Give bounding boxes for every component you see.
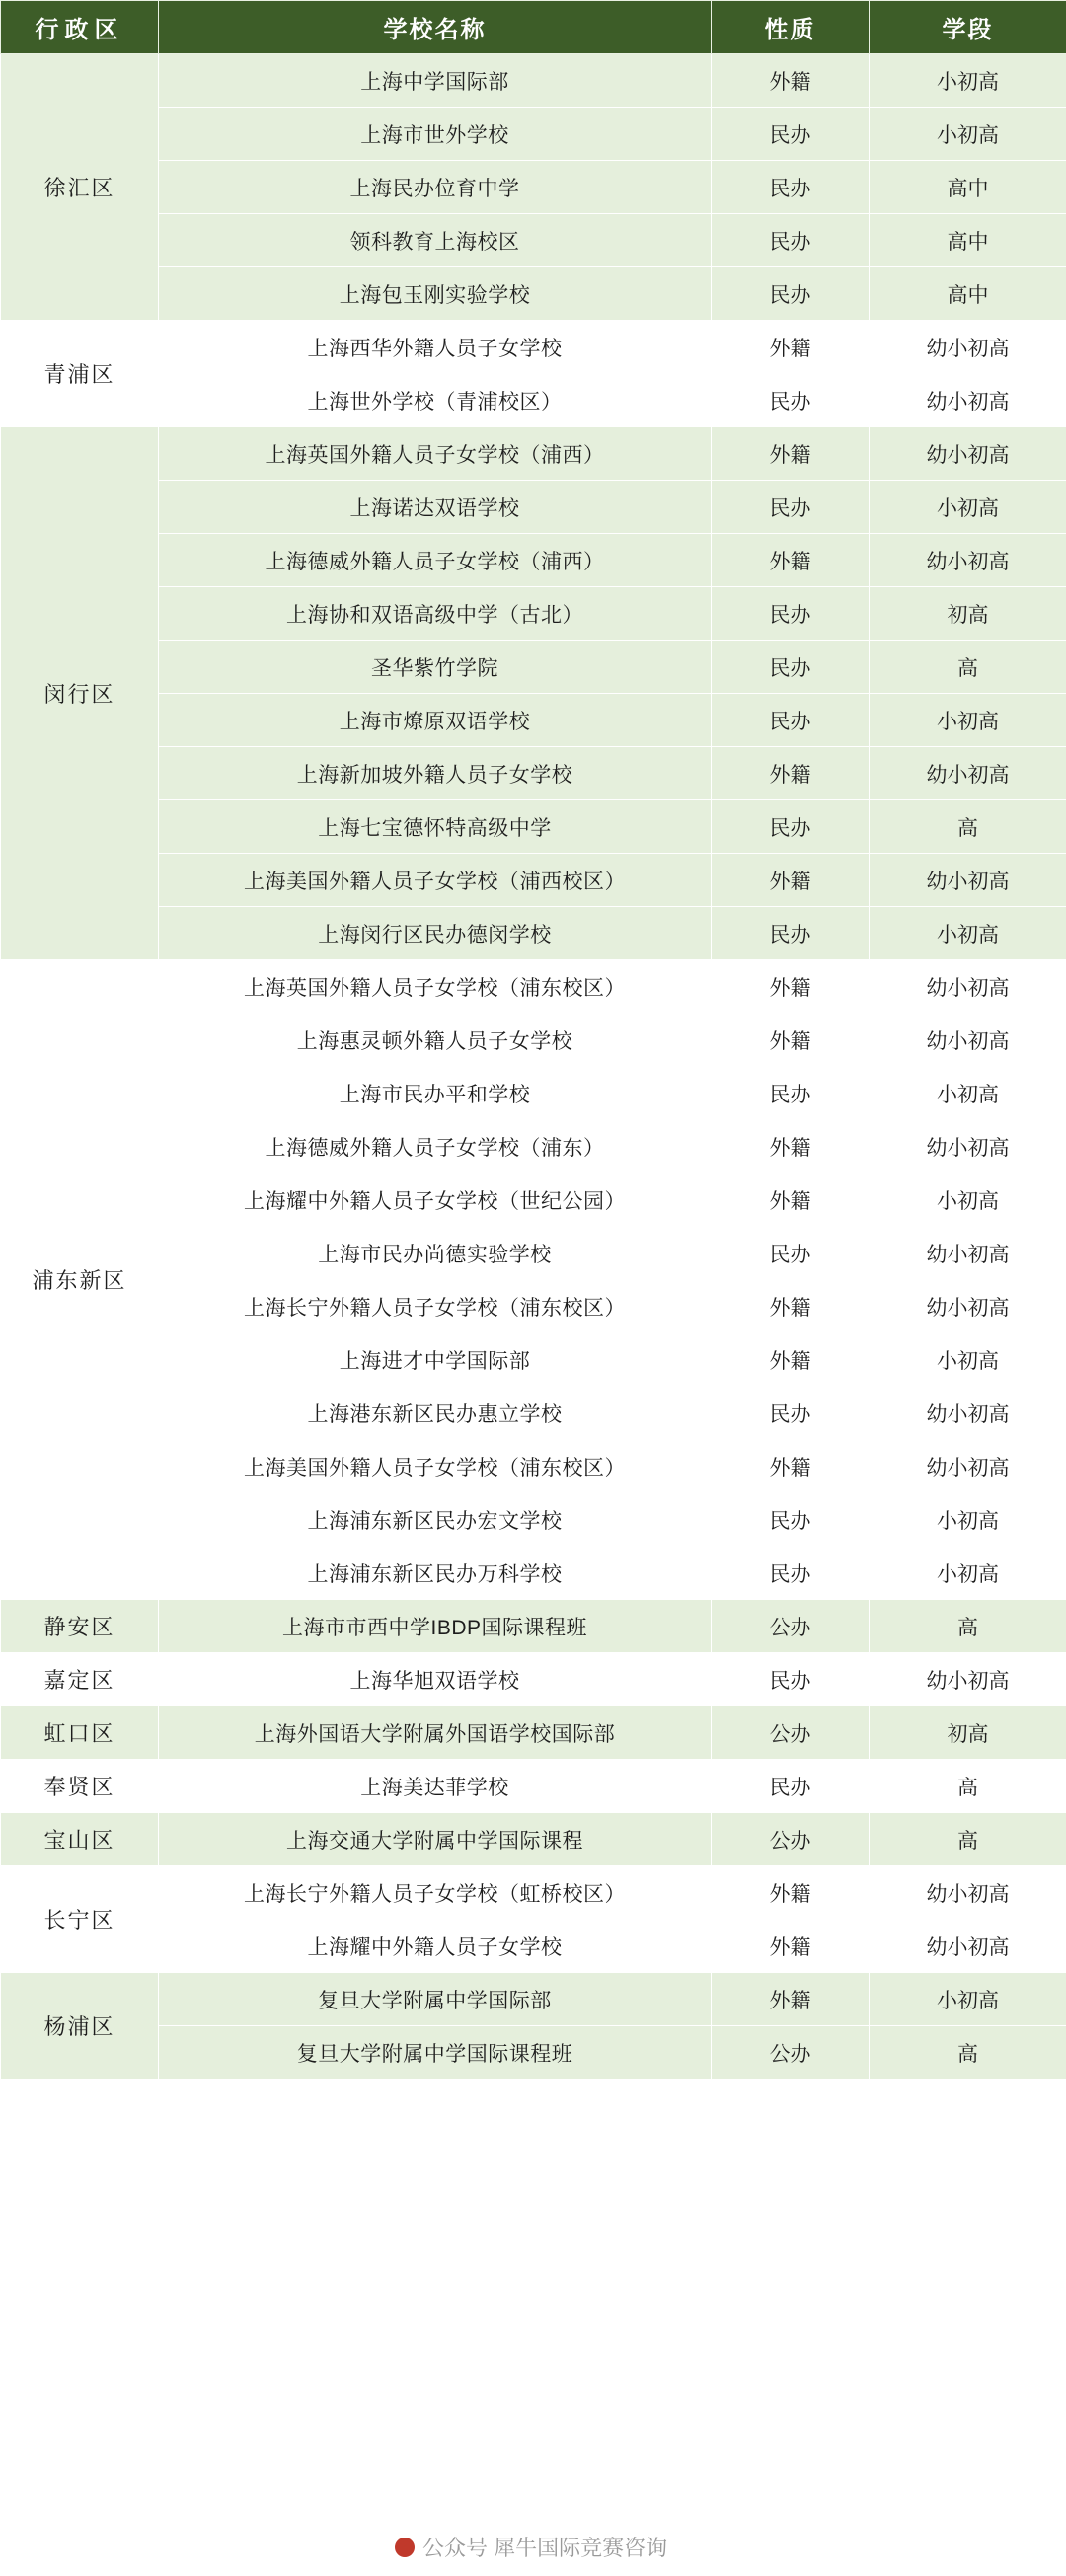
- cell-type: 民办: [712, 374, 870, 427]
- cell-stage: 幼小初高: [870, 854, 1066, 907]
- cell-type: 民办: [712, 587, 870, 641]
- cell-school-name: 上海英国外籍人员子女学校（浦东校区）: [159, 960, 712, 1014]
- cell-type: 民办: [712, 161, 870, 214]
- cell-type: 民办: [712, 800, 870, 854]
- cell-school-name: 复旦大学附属中学国际课程班: [159, 2026, 712, 2080]
- cell-stage: 幼小初高: [870, 1227, 1066, 1280]
- cell-school-name: 上海民办位育中学: [159, 161, 712, 214]
- cell-school-name: 上海交通大学附属中学国际课程: [159, 1813, 712, 1866]
- cell-stage: 高: [870, 2026, 1066, 2080]
- cell-school-name: 上海世外学校（青浦校区）: [159, 374, 712, 427]
- table-row: [1, 1973, 1066, 2026]
- cell-stage: 高中: [870, 161, 1066, 214]
- table-row: [1, 854, 1066, 907]
- table-row: [1, 214, 1066, 267]
- cell-stage: 高: [870, 800, 1066, 854]
- cell-stage: 小初高: [870, 54, 1066, 108]
- cell-type: 民办: [712, 641, 870, 694]
- table-row: [1, 800, 1066, 854]
- cell-school-name: 上海中学国际部: [159, 54, 712, 108]
- table-row: [1, 1706, 1066, 1760]
- cell-type: 民办: [712, 1653, 870, 1706]
- cell-stage: 初高: [870, 587, 1066, 641]
- table-row: [1, 1653, 1066, 1706]
- cell-type: 公办: [712, 1813, 870, 1866]
- cell-stage: 小初高: [870, 1493, 1066, 1547]
- cell-district: 静安区: [1, 1600, 159, 1653]
- table-row: [1, 2026, 1066, 2080]
- cell-type: 民办: [712, 267, 870, 321]
- cell-stage: 幼小初高: [870, 1014, 1066, 1067]
- cell-school-name: 上海西华外籍人员子女学校: [159, 321, 712, 374]
- table-row: [1, 1067, 1066, 1120]
- cell-district: 宝山区: [1, 1813, 159, 1866]
- cell-school-name: 上海市世外学校: [159, 108, 712, 161]
- table-body: [1, 54, 1066, 2080]
- cell-district: 虹口区: [1, 1706, 159, 1760]
- table-row: [1, 1333, 1066, 1387]
- cell-type: 外籍: [712, 534, 870, 587]
- cell-type: 外籍: [712, 1174, 870, 1227]
- cell-district: 闵行区: [1, 427, 159, 960]
- cell-stage: 小初高: [870, 1333, 1066, 1387]
- cell-type: 外籍: [712, 1866, 870, 1920]
- table-row: [1, 641, 1066, 694]
- table-row: [1, 1387, 1066, 1440]
- table-row: [1, 1280, 1066, 1333]
- cell-stage: 小初高: [870, 907, 1066, 960]
- cell-school-name: 上海新加坡外籍人员子女学校: [159, 747, 712, 800]
- cell-stage: 小初高: [870, 108, 1066, 161]
- cell-district: 嘉定区: [1, 1653, 159, 1706]
- table-row: [1, 427, 1066, 481]
- header-stage: 学段: [870, 1, 1066, 54]
- cell-stage: 幼小初高: [870, 747, 1066, 800]
- cell-school-name: 上海协和双语高级中学（古北）: [159, 587, 712, 641]
- table-row: [1, 1174, 1066, 1227]
- cell-stage: 高: [870, 1813, 1066, 1866]
- cell-district: 青浦区: [1, 321, 159, 427]
- cell-type: 外籍: [712, 960, 870, 1014]
- table-row: [1, 1014, 1066, 1067]
- header-row: [1, 1, 1066, 54]
- cell-school-name: 上海美达菲学校: [159, 1760, 712, 1813]
- cell-type: 公办: [712, 2026, 870, 2080]
- cell-type: 外籍: [712, 1920, 870, 1973]
- table-row: [1, 587, 1066, 641]
- cell-type: 民办: [712, 907, 870, 960]
- table-row: [1, 1120, 1066, 1174]
- cell-school-name: 上海浦东新区民办宏文学校: [159, 1493, 712, 1547]
- table-header: [1, 1, 1066, 54]
- cell-stage: 小初高: [870, 1067, 1066, 1120]
- cell-type: 外籍: [712, 321, 870, 374]
- table-row: [1, 1227, 1066, 1280]
- cell-stage: 幼小初高: [870, 1280, 1066, 1333]
- cell-district: 浦东新区: [1, 960, 159, 1600]
- header-type: 性质: [712, 1, 870, 54]
- header-school-name: 学校名称: [159, 1, 712, 54]
- cell-type: 外籍: [712, 427, 870, 481]
- cell-type: 外籍: [712, 1973, 870, 2026]
- cell-stage: 小初高: [870, 1973, 1066, 2026]
- cell-stage: 幼小初高: [870, 1120, 1066, 1174]
- cell-district: 长宁区: [1, 1866, 159, 1973]
- cell-type: 公办: [712, 1600, 870, 1653]
- cell-type: 民办: [712, 1547, 870, 1600]
- cell-type: 民办: [712, 214, 870, 267]
- cell-type: 外籍: [712, 1014, 870, 1067]
- cell-stage: 幼小初高: [870, 427, 1066, 481]
- cell-type: 外籍: [712, 1120, 870, 1174]
- table-row: [1, 1866, 1066, 1920]
- cell-stage: 小初高: [870, 481, 1066, 534]
- table-row: [1, 1760, 1066, 1813]
- cell-stage: 幼小初高: [870, 1920, 1066, 1973]
- cell-school-name: 上海诺达双语学校: [159, 481, 712, 534]
- cell-stage: 幼小初高: [870, 321, 1066, 374]
- cell-school-name: 上海长宁外籍人员子女学校（虹桥校区）: [159, 1866, 712, 1920]
- cell-school-name: 上海长宁外籍人员子女学校（浦东校区）: [159, 1280, 712, 1333]
- cell-school-name: 上海浦东新区民办万科学校: [159, 1547, 712, 1600]
- cell-school-name: 上海美国外籍人员子女学校（浦西校区）: [159, 854, 712, 907]
- cell-type: 外籍: [712, 747, 870, 800]
- cell-stage: 幼小初高: [870, 1440, 1066, 1493]
- cell-school-name: 圣华紫竹学院: [159, 641, 712, 694]
- cell-stage: 高中: [870, 267, 1066, 321]
- table-row: [1, 534, 1066, 587]
- cell-stage: 小初高: [870, 1547, 1066, 1600]
- table-row: [1, 1547, 1066, 1600]
- cell-stage: 幼小初高: [870, 1653, 1066, 1706]
- cell-stage: 高: [870, 1760, 1066, 1813]
- cell-school-name: 领科教育上海校区: [159, 214, 712, 267]
- table-row: [1, 1493, 1066, 1547]
- watermark-text: 公众号 犀牛国际竞赛咨询: [422, 2536, 668, 2560]
- cell-type: 民办: [712, 1760, 870, 1813]
- cell-school-name: 复旦大学附属中学国际部: [159, 1973, 712, 2026]
- cell-stage: 高: [870, 1600, 1066, 1653]
- table-row: [1, 1920, 1066, 1973]
- cell-school-name: 上海市民办平和学校: [159, 1067, 712, 1120]
- cell-school-name: 上海华旭双语学校: [159, 1653, 712, 1706]
- table-row: [1, 108, 1066, 161]
- cell-district: 杨浦区: [1, 1973, 159, 2080]
- table-row: [1, 907, 1066, 960]
- watermark: [395, 2532, 667, 2562]
- header-district: 行政区: [1, 1, 159, 54]
- cell-district: 徐汇区: [1, 54, 159, 321]
- cell-school-name: 上海市民办尚德实验学校: [159, 1227, 712, 1280]
- table-row: [1, 267, 1066, 321]
- cell-school-name: 上海耀中外籍人员子女学校（世纪公园）: [159, 1174, 712, 1227]
- cell-school-name: 上海进才中学国际部: [159, 1333, 712, 1387]
- cell-school-name: 上海耀中外籍人员子女学校: [159, 1920, 712, 1973]
- cell-type: 外籍: [712, 1440, 870, 1493]
- table-row: [1, 481, 1066, 534]
- table-row: [1, 321, 1066, 374]
- cell-type: 外籍: [712, 1280, 870, 1333]
- cell-school-name: 上海七宝德怀特高级中学: [159, 800, 712, 854]
- watermark-logo-icon: [395, 2538, 415, 2557]
- cell-school-name: 上海港东新区民办惠立学校: [159, 1387, 712, 1440]
- cell-school-name: 上海德威外籍人员子女学校（浦东）: [159, 1120, 712, 1174]
- cell-stage: 幼小初高: [870, 960, 1066, 1014]
- cell-school-name: 上海包玉刚实验学校: [159, 267, 712, 321]
- cell-district: 奉贤区: [1, 1760, 159, 1813]
- cell-school-name: 上海美国外籍人员子女学校（浦东校区）: [159, 1440, 712, 1493]
- cell-school-name: 上海惠灵顿外籍人员子女学校: [159, 1014, 712, 1067]
- table-row: [1, 1440, 1066, 1493]
- cell-type: 民办: [712, 1227, 870, 1280]
- cell-type: 民办: [712, 1387, 870, 1440]
- cell-type: 民办: [712, 108, 870, 161]
- cell-school-name: 上海市市西中学IBDP国际课程班: [159, 1600, 712, 1653]
- cell-stage: 小初高: [870, 694, 1066, 747]
- table-row: [1, 960, 1066, 1014]
- cell-type: 外籍: [712, 54, 870, 108]
- table-row: [1, 374, 1066, 427]
- cell-stage: 幼小初高: [870, 1387, 1066, 1440]
- table-row: [1, 161, 1066, 214]
- cell-type: 民办: [712, 694, 870, 747]
- cell-type: 民办: [712, 1493, 870, 1547]
- cell-stage: 幼小初高: [870, 374, 1066, 427]
- cell-type: 民办: [712, 481, 870, 534]
- cell-school-name: 上海市燎原双语学校: [159, 694, 712, 747]
- cell-school-name: 上海外国语大学附属外国语学校国际部: [159, 1706, 712, 1760]
- cell-type: 外籍: [712, 854, 870, 907]
- table-row: [1, 1600, 1066, 1653]
- cell-stage: 高: [870, 641, 1066, 694]
- cell-school-name: 上海德威外籍人员子女学校（浦西）: [159, 534, 712, 587]
- table-row: [1, 54, 1066, 108]
- cell-stage: 高中: [870, 214, 1066, 267]
- cell-type: 外籍: [712, 1333, 870, 1387]
- cell-type: 民办: [712, 1067, 870, 1120]
- cell-stage: 幼小初高: [870, 534, 1066, 587]
- cell-stage: 初高: [870, 1706, 1066, 1760]
- table-row: [1, 694, 1066, 747]
- cell-school-name: 上海闵行区民办德闵学校: [159, 907, 712, 960]
- cell-type: 公办: [712, 1706, 870, 1760]
- cell-stage: 幼小初高: [870, 1866, 1066, 1920]
- cell-school-name: 上海英国外籍人员子女学校（浦西）: [159, 427, 712, 481]
- table-row: [1, 747, 1066, 800]
- cell-stage: 小初高: [870, 1174, 1066, 1227]
- table-row: [1, 1813, 1066, 1866]
